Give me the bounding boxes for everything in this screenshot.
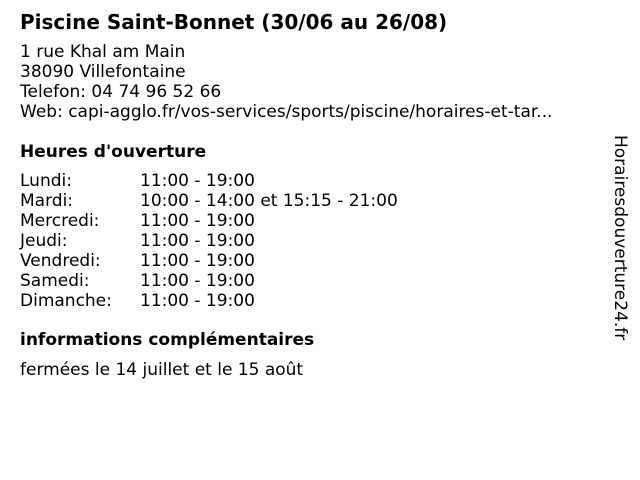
day-label: Dimanche: <box>20 291 112 311</box>
additional-info-text: fermées le 14 juillet et le 15 août <box>20 360 304 380</box>
time-range: 11:00 - 19:00 <box>140 251 255 271</box>
day-label: Samedi: <box>20 271 90 291</box>
phone-number: Telefon: 04 74 96 52 66 <box>20 82 222 102</box>
hours-row-samedi <box>20 271 600 291</box>
street-address: 1 rue Khal am Main <box>20 42 186 62</box>
hours-row-mardi <box>20 191 600 211</box>
time-range: 11:00 - 19:00 <box>140 171 255 191</box>
hours-row-dimanche <box>20 291 600 311</box>
opening-hours-heading: Heures d'ouverture <box>20 142 207 162</box>
time-range: 11:00 - 19:00 <box>140 291 255 311</box>
day-label: Jeudi: <box>20 231 68 251</box>
time-range: 11:00 - 19:00 <box>140 231 255 251</box>
brand-watermark: Horairesdouverture24.fr <box>610 135 630 341</box>
day-label: Mardi: <box>20 191 74 211</box>
time-range: 10:00 - 14:00 et 15:15 - 21:00 <box>140 191 398 211</box>
opening-hours-table <box>20 171 600 311</box>
day-label: Mercredi: <box>20 211 100 231</box>
hours-row-jeudi <box>20 231 600 251</box>
hours-row-vendredi <box>20 251 600 271</box>
website-link[interactable]: Web: capi-agglo.fr/vos-services/sports/piscine/horaires-et-tar... <box>20 102 553 122</box>
time-range: 11:00 - 19:00 <box>140 271 255 291</box>
hours-row-lundi <box>20 171 600 191</box>
time-range: 11:00 - 19:00 <box>140 211 255 231</box>
place-title: Piscine Saint-Bonnet (30/06 au 26/08) <box>20 10 448 34</box>
day-label: Vendredi: <box>20 251 101 271</box>
additional-info-heading: informations complémentaires <box>20 330 315 350</box>
postal-city: 38090 Villefontaine <box>20 62 186 82</box>
place-card <box>20 8 600 380</box>
address-block <box>20 42 600 122</box>
day-label: Lundi: <box>20 171 72 191</box>
hours-row-mercredi <box>20 211 600 231</box>
